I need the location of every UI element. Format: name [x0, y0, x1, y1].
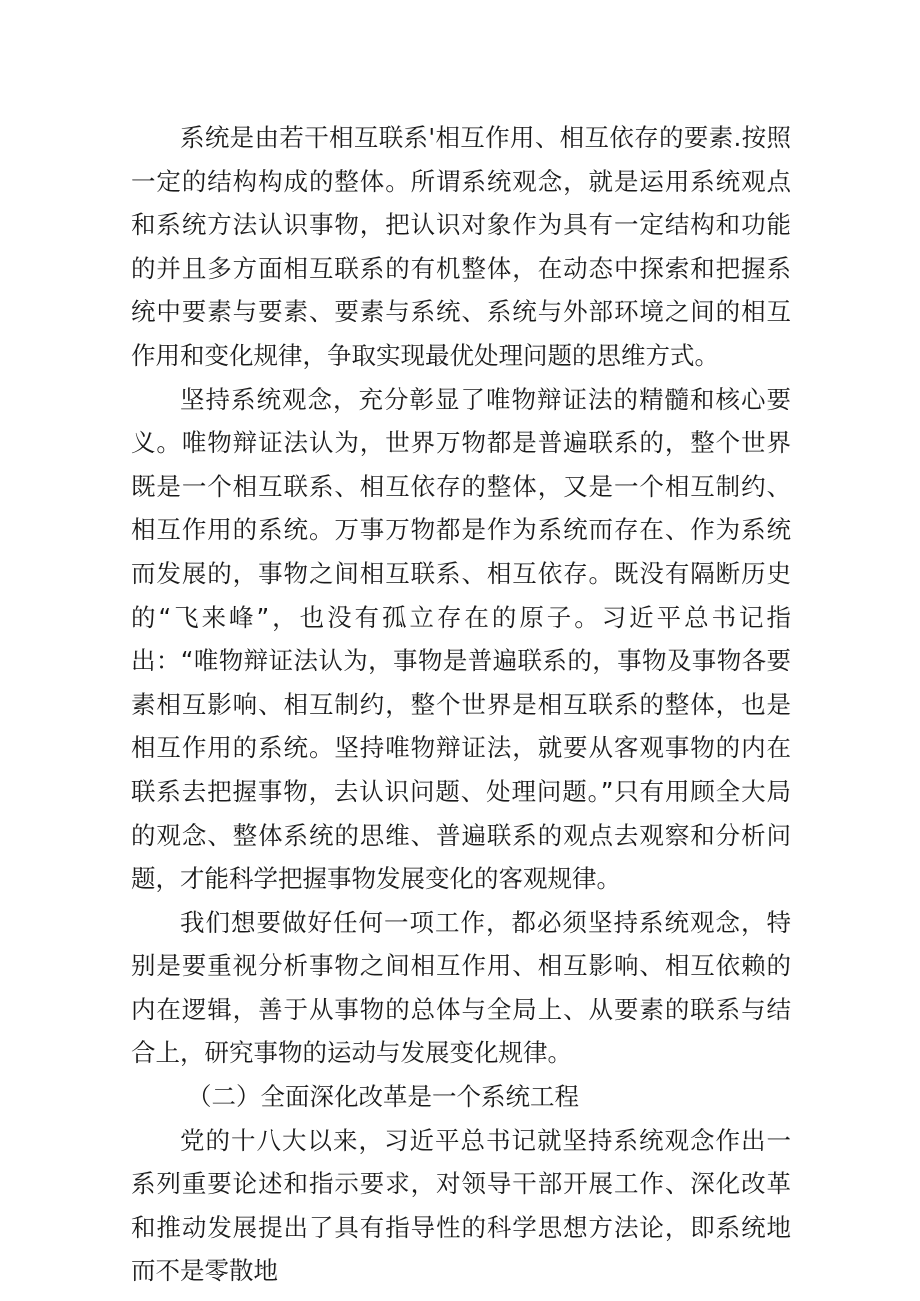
paragraph-work-method: 我们想要做好任何一项工作，都必须坚持系统观念，特别是要重视分析事物之间相互作用、相互影响、相互依赖的内在逻辑，善于从事物的总体与全局上、从要素的联系与结合上，研究事物的运动与发展变化规律。: [131, 907, 791, 1068]
section-heading: （二）全面深化改革是一个系统工程: [187, 1082, 579, 1112]
paragraph-reform: 党的十八大以来，习近平总书记就坚持系统观念作出一系列重要论述和指示要求，对领导干部开展工作、深化改革和推动发展提出了具有指导性的科学思想方法论，即系统地而不是零散地: [131, 1125, 791, 1286]
paragraph-dialectics: 坚持系统观念，充分彰显了唯物辩证法的精髓和核心要义。唯物辩证法认为，世界万物都是普遍联系的，整个世界既是一个相互联系、相互依存的整体，又是一个相互制约、相互作用的系统。万事万物都是作为系统而存在、作为系统而发展的，事物之间相互联系、相互依存。既没有隔断历史的“飞来峰”，也没有孤立存在的原子。习近平总书记指出：“唯物辩证法认为，事物是普遍联系的，事物及事物各要素相互影响、相互制约，整个世界是相互联系的整体，也是相互作用的系统。坚持唯物辩证法，就要从客观事物的内在联系去把握事物，去认识问题、处理问题。”只有用顾全大局的观念、整体系统的思维、普遍联系的观点去观察和分析问题，才能科学把握事物发展变化的客观规律。: [131, 384, 791, 894]
document-body: [131, 116, 791, 1293]
paragraph-system-definition: 系统是由若干相互联系'相互作用、相互依存的要素.按照一定的结构构成的整体。所谓系统观念，就是运用系统观点和系统方法认识事物，把认识对象作为具有一定结构和功能的并且多方面相互联系的有机整体，在动态中探索和把握系统中要素与要素、要素与系统、系统与外部环境之间的相互作用和变化规律，争取实现最优处理问题的思维方式。: [131, 123, 791, 370]
